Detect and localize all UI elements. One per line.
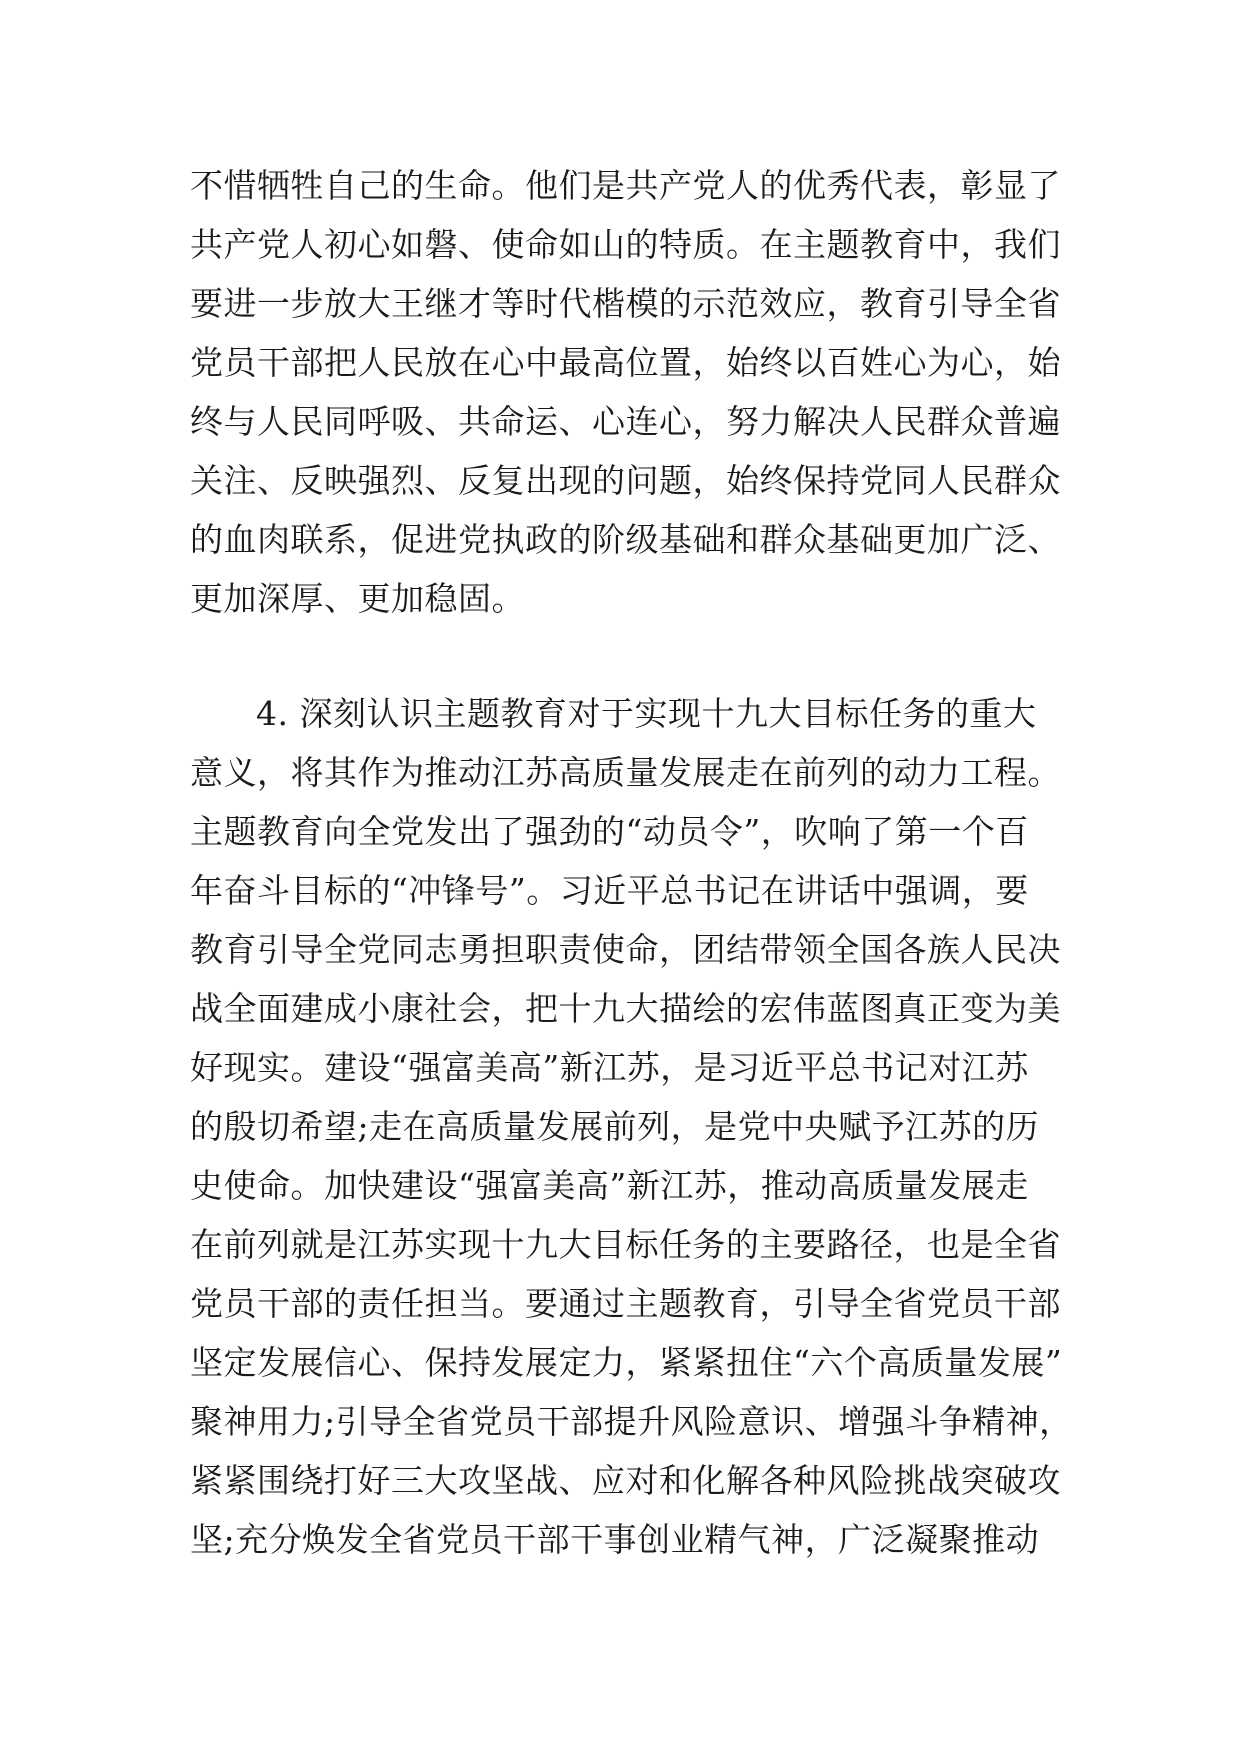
paragraph-2-line: 在前列就是江苏实现十九大目标任务的主要路径，也是全省 (190, 1225, 1061, 1264)
paragraph-2-line: 坚定发展信心、保持发展定力，紧紧扭住“六个高质量发展” (190, 1343, 1063, 1382)
paragraph-2-line: 党员干部的责任担当。要通过主题教育，引导全省党员干部 (190, 1284, 1061, 1323)
paragraph-2-line: 教育引导全党同志勇担职责使命，团结带领全国各族人民决 (190, 930, 1061, 969)
paragraph-1-line: 要进一步放大王继才等时代楷模的示范效应，教育引导全省 (190, 284, 1061, 323)
paragraph-1-line: 不惜牺牲自己的生命。他们是共产党人的优秀代表，彰显了 (190, 166, 1061, 205)
paragraph-1 (190, 156, 1070, 628)
paragraph-2 (190, 684, 1073, 1569)
paragraph-1-line: 更加深厚、更加稳固。 (190, 579, 525, 618)
paragraph-2-line: 战全面建成小康社会，把十九大描绘的宏伟蓝图真正变为美 (190, 989, 1061, 1028)
paragraph-1-line: 的血肉联系，促进党执政的阶级基础和群众基础更加广泛、 (190, 520, 1061, 559)
paragraph-1-line: 关注、反映强烈、反复出现的问题，始终保持党同人民群众 (190, 461, 1061, 500)
paragraph-2-line: 坚;充分焕发全省党员干部干事创业精气神，广泛凝聚推动 (190, 1520, 1040, 1559)
paragraph-2-first-line: 4. 深刻认识主题教育对于实现十九大目标任务的重大 (256, 694, 1037, 733)
paragraph-2-line: 年奋斗目标的“冲锋号”。习近平总书记在讲话中强调，要 (190, 871, 1029, 910)
paragraph-1-line: 共产党人初心如磐、使命如山的特质。在主题教育中，我们 (190, 225, 1061, 264)
paragraph-1-line: 终与人民同呼吸、共命运、心连心，努力解决人民群众普遍 (190, 402, 1061, 441)
paragraph-2-line: 的殷切希望;走在高质量发展前列，是党中央赋予江苏的历 (190, 1107, 1040, 1146)
paragraph-2-line: 意义，将其作为推动江苏高质量发展走在前列的动力工程。 (190, 753, 1061, 792)
paragraph-2-line: 聚神用力;引导全省党员干部提升风险意识、增强斗争精神， (190, 1402, 1073, 1441)
paragraph-2-line: 史使命。加快建设“强富美高”新江苏，推动高质量发展走 (190, 1166, 1029, 1205)
paragraph-2-line: 紧紧围绕打好三大攻坚战、应对和化解各种风险挑战突破攻 (190, 1461, 1061, 1500)
paragraph-2-line: 主题教育向全党发出了强劲的“动员令”，吹响了第一个百 (190, 812, 1029, 851)
paragraph-1-line: 党员干部把人民放在心中最高位置，始终以百姓心为心，始 (190, 343, 1061, 382)
paragraph-2-line: 好现实。建设“强富美高”新江苏，是习近平总书记对江苏 (190, 1048, 1029, 1087)
